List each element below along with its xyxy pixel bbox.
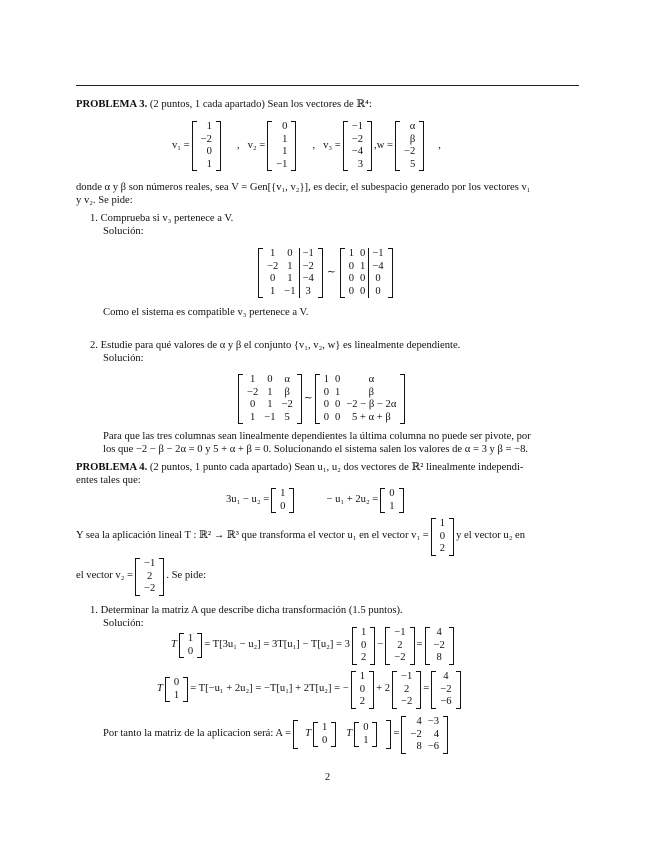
final-arg-2: [354, 722, 377, 747]
p4-v2-line: el vector v₂ = −1 2 −2 . Se pide:: [76, 558, 207, 594]
matrix-3: [238, 374, 302, 424]
matrix-cell: 1: [363, 734, 369, 746]
matrix-cell: 1: [267, 399, 273, 410]
matrix-cell: −1: [394, 627, 406, 638]
matrix-cell: 1: [267, 386, 273, 398]
p4-T-u1-line: T 1 0 = T[3u₁ − u₂] = 3T[u₁] − T[u₂] = 3 1 0 2 − −1 2 −2 = 4 −2 8: [171, 627, 456, 665]
matrix-cell: 1: [206, 158, 212, 170]
matrix-cell: 0: [360, 248, 366, 259]
matrix-cell: 3: [357, 158, 364, 170]
matrix-cell: −3: [427, 716, 440, 727]
matrix-cell: 0: [249, 399, 256, 410]
matrix-cell: 0: [348, 260, 355, 272]
matrix-cell: 0: [323, 411, 330, 423]
app-v1-vector: [431, 518, 454, 556]
matrix-cell: −2: [401, 696, 413, 707]
matrix-cell: 0: [173, 677, 180, 689]
matrix-cell: 1: [359, 671, 366, 682]
matrix-cell: 2: [439, 543, 446, 554]
matrix-cell: 1: [282, 146, 288, 157]
matrix-cell: −6: [440, 696, 452, 707]
matrix-cell: 2: [403, 683, 410, 695]
matrix-cell: 0: [389, 488, 395, 499]
p4-heading: PROBLEMA 4. (2 puntos, 1 punto cada apartado) Sean u₁, u₂ dos vectores de ℝ² linealmente independi- entes tales que:: [76, 462, 524, 486]
matrix-cell: −2: [247, 386, 259, 398]
p4-T-u2-line: T 0 1 = T[−u₁ + 2u₂] = −T[u₁] + 2T[u₂] = − 1 0 2 + 2 −1 2 −2 = 4 −2 −6: [157, 671, 463, 709]
matrix-cell: 0: [321, 734, 328, 746]
matrix-cell: −1: [299, 248, 317, 261]
matrix-cell: −2: [267, 260, 279, 272]
vector-w: [395, 121, 424, 171]
matrix-cell: 0: [206, 146, 212, 157]
r2-b: [392, 671, 421, 709]
matrix-cell: 0: [348, 273, 355, 284]
matrix-cell: 1: [287, 260, 293, 272]
matrix-cell: −2: [281, 399, 293, 410]
matrix-cell: 0: [360, 639, 367, 651]
matrix-cell: 0: [323, 399, 330, 410]
p4-question-1: 1. Determinar la matriz A que describe dicha transformación (1.5 puntos).: [90, 605, 403, 616]
p3-solution-1-label: Solución:: [103, 226, 144, 237]
augmented-matrix-2: [340, 248, 393, 298]
matrix-cell: −1: [401, 671, 413, 682]
p3-question-1: 1. Comprueba si v₃ pertenece a V.: [90, 213, 234, 224]
matrix-cell: 2: [360, 652, 367, 663]
vector-v2: [267, 121, 296, 171]
matrix-cell: 1: [439, 518, 446, 529]
p4-solution-label: Solución:: [103, 618, 144, 629]
matrix-cell: 1: [321, 722, 328, 734]
matrix-cell: 0: [323, 386, 330, 398]
eq2-vector: [380, 488, 403, 513]
matrix-cell: 1: [249, 411, 256, 423]
matrix-cell: −2: [394, 652, 406, 663]
vector-v3: [343, 121, 372, 171]
matrix-cell: −6: [427, 741, 440, 752]
matrix-cell: 0: [369, 273, 387, 286]
final-arg-1: [313, 722, 336, 747]
matrix-cell: 1: [287, 273, 293, 284]
matrix-4: [315, 374, 406, 424]
matrix-cell: 4: [433, 728, 440, 740]
matrix-cell: 1: [187, 633, 194, 645]
matrix-cell: −2: [200, 133, 212, 145]
page-number: 2: [324, 772, 331, 783]
p3-vectors: v₁ = 1 −2 0 1 , v₂ = 0 1 1 −1 , v₃ = −1 −2 −4 3 , w = α β −2 5 ,: [172, 121, 441, 170]
app-v2-vector: [135, 558, 164, 596]
matrix-cell: 5: [409, 158, 416, 170]
matrix-cell: 5 + α + β: [351, 411, 391, 423]
matrix-cell: 0: [335, 399, 341, 410]
matrix-cell: 1: [389, 500, 395, 512]
matrix-cell: −2: [351, 133, 364, 145]
matrix-cell: 0: [360, 273, 366, 284]
p3-row-reduction-2: 1 0 α −2 1 β 0 1 −2 1 −1 5 ∼ 1 0 α 0 1 β 0 0 −2 − β − 2α 0 0 5 + α + β: [236, 374, 407, 424]
matrix-cell: α: [284, 374, 290, 385]
matrix-cell: −4: [351, 146, 364, 157]
matrix-cell: 4: [443, 671, 449, 682]
matrix-cell: 0: [348, 285, 355, 297]
matrix-cell: α: [368, 374, 375, 385]
p3-row-reduction-1: 1 0 −1 −2 1 −2 0 1 −4 1 −1 3 ∼ 1 0 −1 0 1 −4 0 0 0 0 0 0: [256, 248, 395, 298]
matrix-cell: 0: [360, 285, 366, 297]
matrix-cell: −1: [284, 285, 296, 297]
matrix-cell: 3: [299, 286, 317, 299]
matrix-cell: 0: [187, 645, 194, 657]
r1-arg: [179, 633, 202, 658]
p3-solution-2-label: Solución:: [103, 353, 144, 364]
r2-a: [351, 671, 374, 709]
eq1-vector: [271, 488, 294, 513]
matrix-cell: 4: [416, 716, 422, 727]
matrix-cell: 8: [436, 652, 442, 663]
matrix-cell: 0: [335, 374, 341, 385]
matrix-cell: 1: [206, 121, 212, 132]
p4-application-line: Y sea la aplicación lineal T : ℝ² → ℝ³ que transforma el vector u₁ en el vector v₁ = 1 0 2 y el vector u₂ en: [76, 518, 526, 554]
matrix-cell: 1: [249, 374, 256, 385]
matrix-cell: 0: [282, 121, 288, 132]
final-result-matrix: [401, 716, 448, 754]
matrix-cell: −2 − β − 2α: [346, 399, 397, 410]
final-bracket: T 1 0 T 0 1: [293, 720, 391, 749]
matrix-cell: 1: [173, 689, 180, 701]
matrix-cell: −2: [299, 261, 317, 274]
matrix-cell: 1: [323, 374, 330, 385]
p3-conclusion-1: Como el sistema es compatible v₃ pertenece a V.: [103, 307, 309, 318]
matrix-cell: 0: [287, 248, 293, 259]
matrix-cell: 1: [280, 488, 286, 499]
matrix-cell: 0: [335, 411, 341, 423]
p4-equations: 3u₁ − u₂ = 1 0 − u₁ + 2u₂ = 0 1: [226, 488, 406, 513]
augmented-matrix-1: [258, 248, 323, 298]
matrix-cell: 8: [416, 741, 422, 752]
matrix-cell: −4: [369, 261, 387, 274]
matrix-cell: 2: [147, 570, 153, 582]
matrix-cell: −1: [351, 121, 364, 132]
matrix-cell: 1: [269, 285, 276, 297]
p3-question-2: 2. Estudie para qué valores de α y β el conjunto {v₁, v₂, w} es linealmente dependiente.: [90, 340, 461, 351]
matrix-cell: 1: [335, 386, 341, 398]
matrix-cell: −4: [299, 273, 317, 286]
p3-conclusion-2: Para que las tres columnas sean linealmente dependientes la última columna no puede ser pivote, por los que −2 − β − 2α = 0 y 5 + α + β = 0. Solucionando el sistema salen los valores de α = 3 y β = −8.: [103, 431, 531, 455]
matrix-cell: −2: [433, 639, 445, 651]
matrix-cell: −1: [144, 558, 156, 569]
matrix-cell: 1: [360, 260, 366, 272]
matrix-cell: 0: [439, 530, 446, 542]
vector-v1: [192, 121, 221, 171]
matrix-cell: 0: [280, 500, 286, 512]
r1-b: [385, 627, 414, 665]
matrix-cell: 0: [369, 286, 387, 299]
matrix-cell: β: [409, 133, 416, 145]
matrix-cell: β: [368, 386, 375, 398]
matrix-cell: 4: [436, 627, 442, 638]
r1-result: [425, 627, 454, 665]
p3-definition: donde α y β son números reales, sea V = Gen[{v₁, v₂}], es decir, el subespacio generado por los vectores v₁ y v₂. Se pide:: [76, 182, 531, 206]
matrix-cell: α: [409, 121, 416, 132]
matrix-cell: 0: [267, 374, 273, 385]
p3-heading: PROBLEMA 3. (2 puntos, 1 cada apartado) Sean los vectores de ℝ⁴:: [76, 99, 372, 110]
matrix-cell: 1: [360, 627, 367, 638]
matrix-cell: 2: [359, 696, 366, 707]
matrix-cell: 1: [269, 248, 276, 259]
matrix-cell: 1: [348, 248, 355, 259]
header-rule: [76, 85, 579, 86]
matrix-cell: 5: [284, 411, 290, 423]
matrix-cell: −1: [264, 411, 276, 423]
p4-final-matrix-line: Por tanto la matriz de la aplicacion será: A = T 1 0 T 0 1 = 4 −3 −2 4 8 −6: [103, 716, 450, 754]
matrix-cell: −2: [144, 583, 156, 594]
matrix-cell: −2: [403, 146, 416, 157]
r2-result: [431, 671, 460, 709]
matrix-cell: 0: [359, 683, 366, 695]
r2-arg: [165, 677, 188, 702]
matrix-cell: −2: [440, 683, 452, 695]
matrix-cell: −1: [276, 158, 288, 170]
r1-a: [352, 627, 375, 665]
matrix-cell: 1: [282, 133, 288, 145]
matrix-cell: −1: [369, 248, 387, 261]
matrix-cell: β: [284, 386, 290, 398]
matrix-cell: 2: [397, 639, 403, 651]
matrix-cell: 0: [363, 722, 369, 734]
matrix-cell: 0: [269, 273, 276, 284]
matrix-cell: −2: [410, 728, 422, 740]
